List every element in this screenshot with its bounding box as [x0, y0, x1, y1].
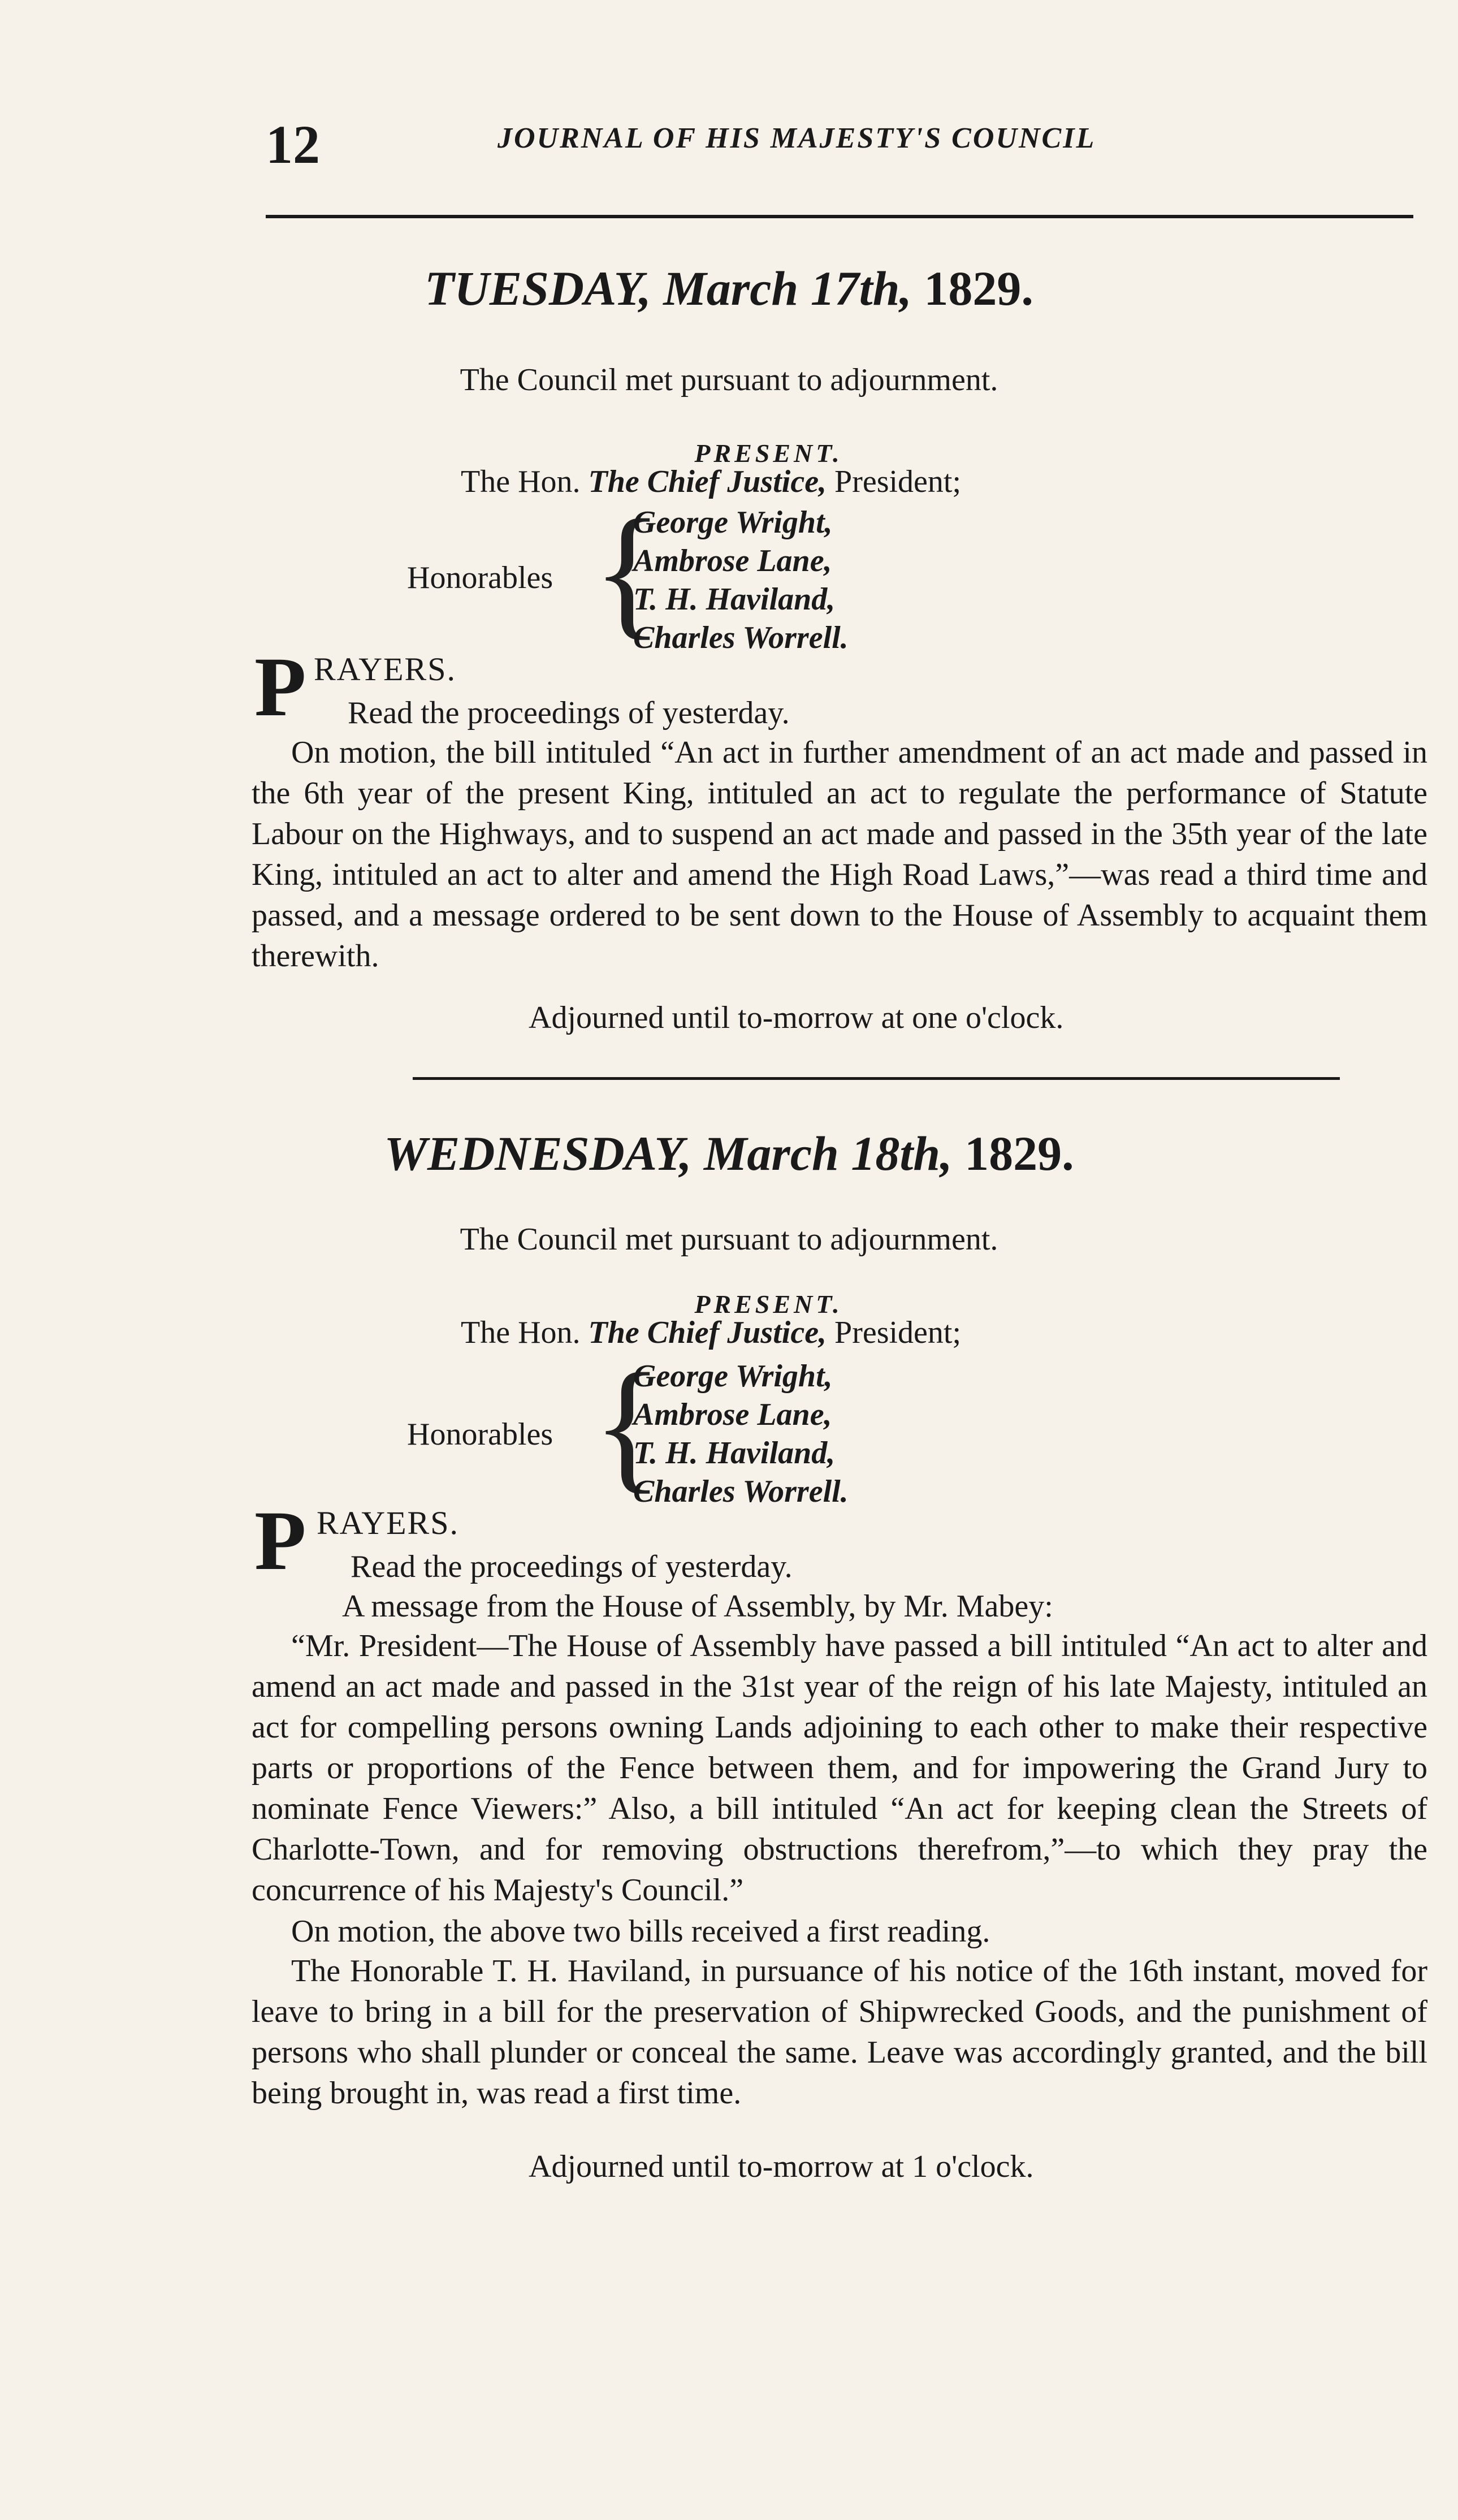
presiding-officer: The Chief Justice, — [588, 1315, 827, 1350]
prayers-heading: RAYERS. — [314, 651, 457, 688]
prayers-drop-cap: P — [254, 640, 306, 734]
page-number: 12 — [266, 114, 320, 175]
adjourned-line: Adjourned until to-morrow at 1 o'clock. — [529, 2149, 1034, 2184]
entry-date-heading — [0, 1125, 1458, 1182]
honorables-label: Honorables — [407, 560, 553, 595]
prayers-heading: RAYERS. — [317, 1505, 460, 1541]
members-brace: { — [592, 490, 663, 652]
prayers-drop-cap: P — [254, 1494, 306, 1588]
entry-date-main: WEDNESDAY, March 18th, — [384, 1126, 953, 1181]
paragraph: The Honorable T. H. Haviland, in pursuance of his notice of the 16th instant, moved for leave to bring in a bill for the preservation of Shipwrecked Goods, and the punishment of persons who shall plunder or conceal the same. Leave was accordingly granted, and the bill being brought in, was read a first time. — [252, 1953, 1427, 2111]
member-name: George Wright, — [633, 1359, 833, 1394]
paragraph: A message from the House of Assembly, by Mr. Mabey: — [342, 1589, 1053, 1624]
header-rule — [266, 215, 1413, 218]
hon-prefix: The Hon. — [461, 464, 581, 499]
present-label: PRESENT. — [694, 439, 843, 468]
paragraph: Read the proceedings of yesterday. — [348, 695, 790, 731]
entry-date-heading — [0, 260, 1458, 317]
presiding-title: President; — [834, 464, 962, 499]
meeting-line: The Council met pursuant to adjournment. — [460, 1222, 998, 1257]
entry-date-year: 1829. — [964, 1126, 1074, 1181]
presiding-line — [461, 464, 961, 500]
member-name: Ambrose Lane, — [633, 543, 832, 578]
honorables-label: Honorables — [407, 1417, 553, 1452]
members-list — [633, 503, 849, 657]
entry-divider — [413, 1077, 1340, 1080]
paragraph: On motion, the bill intituled “An act in further amendment of an act made and passed in the 6th year of the present King, intituled an act to regulate the performance of Statute Labour on the Highways, and to suspend an act made and passed in the 35th year of the late King, intituled an act to alter and amend the High Road Laws,”—was read a third time and passed, and a message ordered to be sent down to the House of Assembly to acquaint them therewith. — [252, 735, 1427, 974]
presiding-line — [461, 1315, 961, 1351]
meeting-line: The Council met pursuant to adjournment. — [460, 362, 998, 397]
hon-prefix: The Hon. — [461, 1315, 581, 1350]
member-name: Ambrose Lane, — [633, 1397, 832, 1432]
members-brace: { — [592, 1343, 663, 1506]
adjourned-line: Adjourned until to-morrow at one o'clock. — [529, 1000, 1064, 1035]
running-title: JOURNAL OF HIS MAJESTY'S COUNCIL — [497, 122, 1096, 154]
member-name: George Wright, — [633, 505, 833, 540]
paragraph: “Mr. President—The House of Assembly have passed a bill intituled “An act to alter and amend an act made and passed in the 31st year of the reign of his late Majesty, intituled an act for compelling persons owning Lands adjoining to each other to make their respective parts or proportions of the Fence between them, and for impowering the Grand Jury to nominate Fence Viewers:” Also, a bill intituled “An act for keeping clean the Streets of Charlotte-Town, and for removing obstructions therefrom,”—to which they pray the concurrence of his Majesty's Council.” — [252, 1628, 1427, 1908]
present-label: PRESENT. — [694, 1290, 843, 1319]
member-name: Charles Worrell. — [633, 620, 849, 655]
member-name: T. H. Haviland, — [633, 582, 836, 617]
members-list — [633, 1357, 849, 1511]
presiding-officer: The Chief Justice, — [588, 464, 827, 499]
presiding-title: President; — [834, 1315, 962, 1350]
entry-date-main: TUESDAY, March 17th, — [425, 261, 912, 315]
member-name: Charles Worrell. — [633, 1474, 849, 1509]
paragraph: On motion, the above two bills received a first reading. — [291, 1914, 990, 1949]
member-name: T. H. Haviland, — [633, 1436, 836, 1471]
entry-date-year: 1829. — [924, 261, 1033, 315]
paragraph: Read the proceedings of yesterday. — [351, 1549, 793, 1584]
